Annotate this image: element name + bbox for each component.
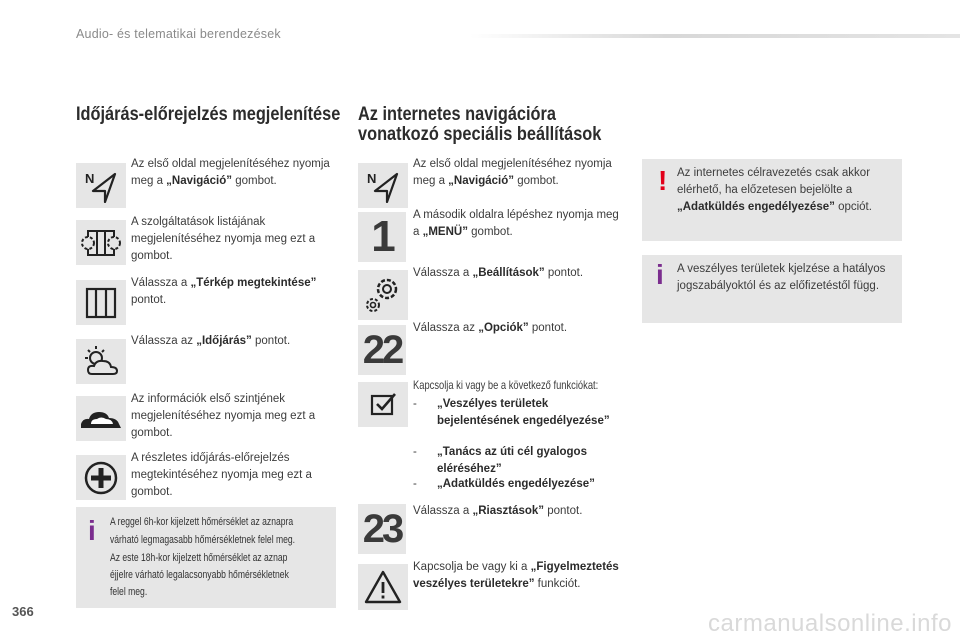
left-info-line-4: éjjelre várható legalacsonyabb hőmérsékletnek: [110, 569, 289, 581]
left-info-line-5: felel meg.: [110, 586, 148, 598]
text-post: gombot.: [467, 226, 513, 238]
text-post: pontot.: [251, 335, 291, 347]
left-step-cloud-text: Az információk első szintjének megjelenítéséhez nyomja meg ezt a gombot.: [131, 393, 316, 439]
middle-section-title-line2: vonatkozó speciális beállítások: [358, 124, 602, 145]
text-post: pontot.: [544, 505, 583, 517]
text-post: pontot.: [131, 294, 167, 306]
text-bold: „MENÜ”: [422, 226, 468, 238]
watermark: carmanualsonline.info: [708, 610, 952, 637]
right-info-box: [642, 255, 902, 323]
navigation-icon-letter: N: [85, 170, 95, 186]
left-step-map-text: [131, 275, 336, 309]
text-pre: Az első oldal megjelenítéséhez nyomja meg a: [413, 158, 612, 187]
middle-step-warning-text: [413, 559, 628, 593]
text-pre: A második oldalra lépéshez nyomja meg a: [413, 209, 619, 238]
navigation-icon-letter: N: [367, 170, 377, 186]
function-label: „Tanács az úti cél gyalogos eléréséhez”: [437, 446, 587, 475]
left-info-line-1: A reggel 6h-kor kijelzett hőmérséklet az aznapra: [110, 516, 294, 528]
list-dash: -: [413, 446, 417, 458]
text-bold: „Navigáció”: [448, 175, 514, 187]
text-pre: Válassza a: [413, 267, 473, 279]
step-number-22: [358, 325, 406, 375]
function-label: „Veszélyes területek bejelentésének engedélyezése”: [437, 398, 610, 427]
text-pre: Válassza az: [131, 335, 197, 347]
text-bold: „Riasztások”: [472, 505, 545, 517]
text-bold: „Adatküldés engedélyezése”: [677, 201, 835, 213]
text-post: pontot.: [544, 267, 584, 279]
list-dash: -: [413, 478, 417, 490]
page-number: 366: [12, 604, 34, 619]
text-bold: „Beállítások”: [472, 267, 545, 279]
settings-gear-icon: [358, 270, 408, 320]
services-gear-icon: [76, 220, 126, 265]
left-step-services-text: A szolgáltatások listájának megjelenítéséhez nyomja meg ezt a gombot.: [131, 216, 316, 262]
text-bold: „Figyelmeztetés veszélyes területekre”: [413, 561, 619, 590]
step-number-23: [358, 504, 406, 554]
left-step-weather-text: [131, 333, 336, 350]
cloud-icon: [76, 396, 126, 441]
info-icon: i: [88, 515, 96, 546]
header-title: Audio- és telematikai berendezések: [76, 27, 281, 41]
alert-exclamation-icon: !: [658, 165, 668, 196]
middle-step-navigation-text: [413, 156, 628, 190]
middle-step-alerts-text: [413, 503, 628, 520]
step-number-label: 23: [362, 507, 402, 551]
text-pre: Válassza a: [131, 277, 191, 289]
navigation-icon: [76, 163, 126, 208]
info-icon: i: [656, 259, 664, 290]
weather-icon: [76, 339, 126, 384]
middle-step-options-text: [413, 320, 628, 337]
text-post: opciót.: [834, 201, 872, 213]
header-divider: [470, 34, 960, 38]
checkbox-icon: [358, 382, 408, 427]
plus-icon: [76, 455, 126, 500]
function-label: „Adatküldés engedélyezése”: [437, 478, 595, 490]
step-number-label: 1: [371, 212, 393, 261]
function-item-dangerous-zones: [413, 396, 613, 430]
text-pre: Válassza az: [413, 322, 479, 334]
list-dash: -: [413, 398, 417, 410]
right-alert-box: [642, 159, 902, 241]
navigation-icon: [358, 163, 408, 208]
right-alert-text: [677, 165, 897, 216]
text-pre: Az első oldal megjelenítéséhez nyomja meg a: [131, 158, 330, 187]
text-post: pontot.: [528, 322, 568, 334]
text-pre: Az internetes célravezetés csak akkor elérhető, ha előzetesen bejelölte a: [677, 167, 871, 196]
text-pre: Kapcsolja be vagy ki a: [413, 561, 531, 573]
left-info-line-3: Az este 18h-kor kijelzett hőmérséklet az aznap: [110, 552, 288, 564]
map-icon: [76, 280, 126, 325]
text-bold: „Navigáció”: [166, 175, 232, 187]
text-bold: „Időjárás”: [196, 335, 252, 347]
left-info-box: [76, 507, 336, 608]
text-pre: Válassza a: [413, 505, 473, 517]
middle-section-title-line1: Az internetes navigációra: [358, 104, 556, 125]
middle-step-menu-text: [413, 207, 628, 241]
text-bold: „Térkép megtekintése”: [190, 277, 317, 289]
left-step-navigation-text: [131, 156, 336, 190]
step-number-1: [358, 212, 406, 262]
text-post: gombot.: [232, 175, 277, 187]
left-section-title: Időjárás-előrejelzés megjelenítése: [76, 104, 341, 125]
function-item-data-sending: [413, 476, 623, 493]
function-item-walking-advice: [413, 444, 613, 478]
warning-triangle-icon: [358, 564, 408, 610]
right-info-text: A veszélyes területek kjelzése a hatályos jogszabályoktól és az előfizetéstől függ.: [677, 263, 886, 292]
toggle-functions-heading: Kapcsolja ki vagy be a következő funkciókat:: [413, 378, 599, 392]
left-step-plus-text: A részletes időjárás-előrejelzés megtekintéséhez nyomja meg ezt a gombot.: [131, 452, 312, 498]
left-info-line-2: várható legmagasabb hőmérsékletnek felel meg.: [110, 534, 296, 546]
text-bold: „Opciók”: [478, 322, 529, 334]
step-number-label: 22: [362, 328, 402, 372]
middle-step-settings-text: [413, 265, 628, 282]
text-post: funkciót.: [534, 578, 581, 590]
text-post: gombot.: [514, 175, 559, 187]
